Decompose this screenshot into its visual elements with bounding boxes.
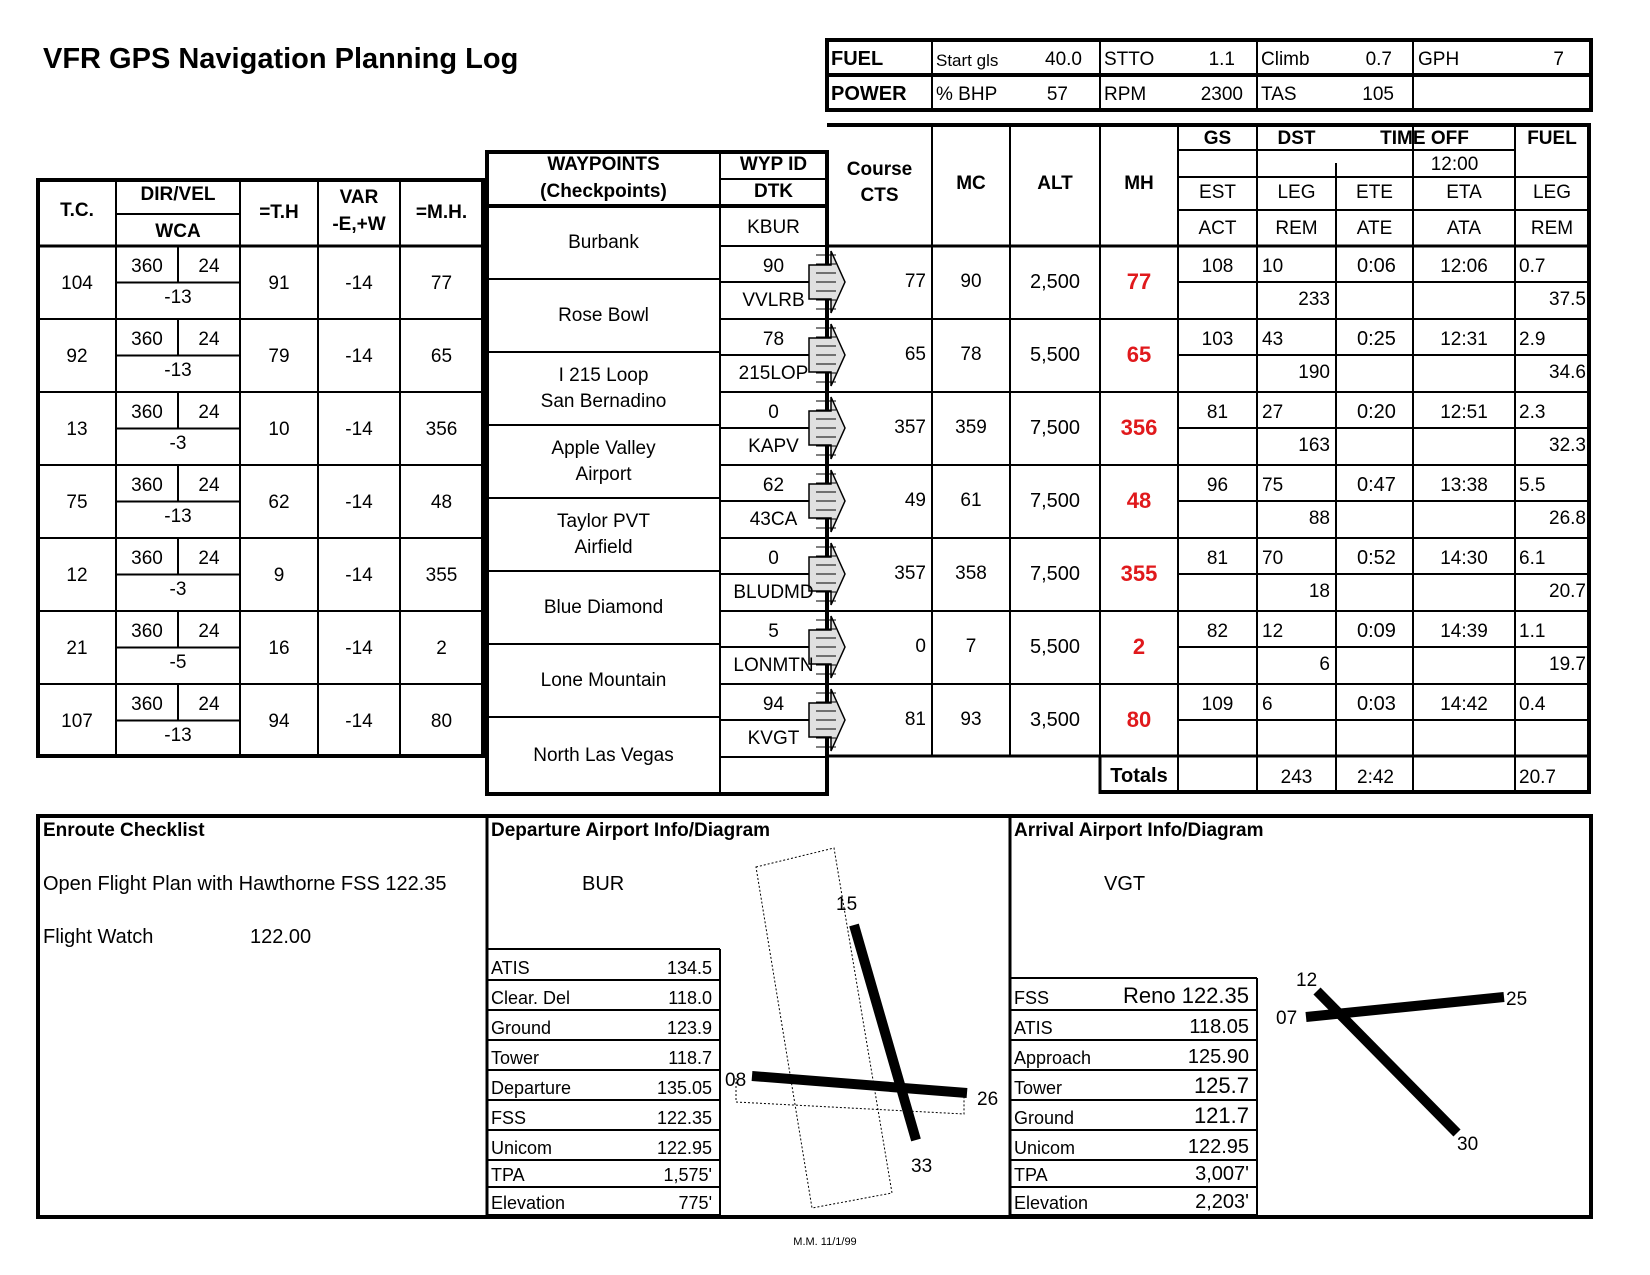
- time-off-header: TIME OFF: [1380, 128, 1469, 149]
- freq-label: ATIS: [1014, 1018, 1053, 1038]
- fuel-leg-cell[interactable]: 6.1: [1519, 548, 1546, 569]
- dtk-cell[interactable]: 0: [768, 548, 779, 569]
- ete-cell[interactable]: 0:25: [1357, 328, 1396, 350]
- fuel-rem-cell[interactable]: 37.5: [1549, 289, 1586, 310]
- mh-cell[interactable]: 80: [430, 710, 453, 732]
- fuel-rem-cell[interactable]: 20.7: [1549, 581, 1586, 602]
- freq-value[interactable]: 122.35: [656, 1108, 712, 1128]
- fuel-leg-cell[interactable]: 1.1: [1519, 621, 1546, 642]
- mc-header: MC: [956, 173, 986, 194]
- waypoint-id[interactable]: BLUDMD: [733, 582, 814, 603]
- departure-title: Departure Airport Info/Diagram: [491, 820, 771, 841]
- mh-cell[interactable]: 355: [425, 564, 458, 586]
- wca-cell[interactable]: -13: [164, 286, 192, 308]
- var-header: VAR: [339, 187, 379, 208]
- mh-cell[interactable]: 2: [436, 637, 447, 659]
- wind-dir-cell[interactable]: 360: [131, 621, 163, 642]
- dst-header: DST: [1277, 128, 1316, 149]
- page-title: VFR GPS Navigation Planning Log: [43, 43, 519, 75]
- dst-rem-cell[interactable]: 88: [1308, 508, 1330, 529]
- alt-cell[interactable]: 7,500: [1029, 417, 1081, 439]
- magnetic-heading-cell[interactable]: 77: [1126, 269, 1152, 294]
- freq-value[interactable]: 121.7: [1193, 1103, 1249, 1128]
- mh-cell[interactable]: 65: [430, 345, 453, 367]
- cts-cell[interactable]: 0: [915, 636, 926, 657]
- stto-label: STTO: [1104, 49, 1155, 70]
- gs-header: GS: [1203, 128, 1232, 149]
- flight-watch-value: 122.00: [250, 926, 312, 948]
- waypoint-id[interactable]: 43CA: [749, 509, 798, 530]
- dtk-cell[interactable]: 78: [762, 329, 785, 350]
- eta-cell[interactable]: 13:38: [1440, 475, 1488, 496]
- wyp-id-header: WYP ID: [739, 154, 808, 175]
- th-header: =T.H: [259, 202, 299, 223]
- freq-value[interactable]: 122.95: [1187, 1136, 1249, 1158]
- dtk-cell[interactable]: 62: [762, 475, 785, 496]
- arrival-code: VGT: [1104, 873, 1146, 895]
- runway-08-label: 08: [725, 1070, 747, 1091]
- fuel-rem-cell[interactable]: 19.7: [1549, 654, 1586, 675]
- wind-dir-cell[interactable]: 360: [131, 548, 163, 569]
- freq-label: Tower: [1014, 1078, 1063, 1098]
- tc-cell[interactable]: 107: [61, 710, 93, 732]
- wca-cell[interactable]: -5: [169, 651, 187, 673]
- runway-33-label: 33: [911, 1156, 933, 1177]
- gs-est-cell[interactable]: 81: [1206, 402, 1229, 423]
- waypoint-name[interactable]: I 215 Loop San Bernadino: [540, 364, 667, 412]
- wind-dir-cell[interactable]: 360: [131, 329, 163, 350]
- fuel-label: FUEL: [831, 48, 884, 70]
- ete-cell[interactable]: 0:47: [1357, 474, 1396, 496]
- waypoints-header: WAYPOINTS: [547, 154, 660, 175]
- waypoint-id[interactable]: KVGT: [747, 728, 800, 749]
- wind-vel-cell[interactable]: 24: [198, 694, 220, 715]
- freq-value[interactable]: 2,203': [1195, 1191, 1249, 1213]
- start-gls-label: Start gls: [936, 51, 999, 70]
- dtk-cell[interactable]: 0: [768, 402, 779, 423]
- mh-header: =M.H.: [415, 202, 468, 223]
- freq-value[interactable]: 118.05: [1189, 1016, 1249, 1038]
- departure-code: BUR: [582, 873, 625, 895]
- ete-cell[interactable]: 0:06: [1357, 255, 1396, 277]
- course-header: Course: [846, 159, 913, 180]
- dst-rem-cell[interactable]: 233: [1298, 289, 1330, 310]
- mh-cell[interactable]: 77: [430, 272, 453, 294]
- fuel-rem-cell[interactable]: 26.8: [1549, 508, 1586, 529]
- gs-est-cell[interactable]: 81: [1206, 548, 1229, 569]
- act-header: ACT: [1198, 218, 1237, 239]
- wca-cell[interactable]: -13: [164, 359, 192, 381]
- freq-label: TPA: [1014, 1165, 1048, 1185]
- rem-header: REM: [1275, 218, 1318, 239]
- runway-12-label: 12: [1296, 970, 1318, 991]
- mc-cell[interactable]: 7: [965, 636, 977, 657]
- wca-cell[interactable]: -13: [164, 724, 192, 746]
- waypoint-name[interactable]: North Las Vegas: [533, 744, 674, 766]
- dtk-cell[interactable]: 5: [768, 621, 779, 642]
- open-flight-plan-note: Open Flight Plan with Hawthorne FSS 122.35: [43, 873, 447, 895]
- th-cell[interactable]: 79: [268, 345, 290, 367]
- th-cell[interactable]: 91: [268, 272, 290, 294]
- wca-cell[interactable]: -3: [169, 578, 187, 600]
- gs-est-cell[interactable]: 108: [1201, 256, 1234, 277]
- wind-vel-cell[interactable]: 24: [198, 621, 220, 642]
- runway-07-label: 07: [1276, 1008, 1298, 1029]
- freq-label: ATIS: [491, 958, 530, 978]
- eta-header: ETA: [1446, 182, 1482, 203]
- flight-watch-label: Flight Watch: [43, 926, 154, 948]
- runway-25-label: 25: [1506, 989, 1528, 1010]
- dst-rem-cell[interactable]: 190: [1298, 362, 1330, 383]
- gs-est-cell[interactable]: 103: [1201, 329, 1234, 350]
- time-off-value[interactable]: 12:00: [1430, 154, 1479, 175]
- est-header: EST: [1199, 182, 1236, 203]
- magnetic-heading-cell[interactable]: 65: [1126, 342, 1152, 367]
- freq-label: Unicom: [491, 1138, 553, 1158]
- var-cell[interactable]: -14: [345, 710, 373, 732]
- freq-value[interactable]: 134.5: [666, 958, 712, 978]
- eta-cell[interactable]: 12:51: [1440, 402, 1488, 423]
- totals-ete: 2:42: [1357, 767, 1394, 788]
- fuel-rem-header: REM: [1530, 218, 1574, 239]
- cts-header: CTS: [860, 185, 899, 206]
- waypoint-name[interactable]: Burbank: [568, 231, 639, 253]
- freq-label: Clear. Del: [491, 988, 571, 1008]
- wind-dir-cell[interactable]: 360: [131, 475, 163, 496]
- magnetic-heading-cell[interactable]: 80: [1126, 707, 1152, 732]
- mc-cell[interactable]: 78: [960, 344, 982, 365]
- wind-dir-cell[interactable]: 360: [131, 694, 163, 715]
- tc-cell[interactable]: 75: [66, 491, 88, 513]
- mh-right-header: MH: [1124, 173, 1154, 194]
- waypoint-name[interactable]: Lone Mountain: [540, 669, 667, 691]
- waypoint-id[interactable]: LONMTN: [733, 655, 814, 676]
- dst-leg-cell[interactable]: 12: [1262, 621, 1284, 642]
- wind-dir-cell[interactable]: 360: [131, 256, 163, 277]
- runway-15-label: 15: [836, 894, 858, 915]
- fuel-leg-cell[interactable]: 0.4: [1519, 694, 1546, 715]
- waypoint-id[interactable]: KAPV: [748, 436, 799, 457]
- alt-cell[interactable]: 7,500: [1029, 563, 1081, 585]
- dst-rem-cell[interactable]: 163: [1298, 435, 1330, 456]
- eta-cell[interactable]: 14:39: [1440, 621, 1488, 642]
- wca-cell[interactable]: -3: [169, 432, 187, 454]
- dst-rem-cell[interactable]: 6: [1319, 654, 1330, 675]
- freq-label: FSS: [1014, 988, 1050, 1008]
- tc-cell[interactable]: 12: [66, 564, 88, 586]
- fuel-rem-cell[interactable]: 34.6: [1549, 362, 1586, 383]
- totals-label: Totals: [1110, 765, 1168, 787]
- freq-label: FSS: [491, 1108, 527, 1128]
- magnetic-heading-cell[interactable]: 356: [1120, 415, 1158, 440]
- mc-cell[interactable]: 358: [955, 563, 987, 584]
- gs-est-cell[interactable]: 109: [1201, 694, 1234, 715]
- leg-header: LEG: [1277, 182, 1316, 203]
- fuel-rem-cell[interactable]: 32.3: [1549, 435, 1586, 456]
- freq-label: Ground: [1014, 1108, 1075, 1128]
- dst-leg-cell[interactable]: 70: [1262, 548, 1284, 569]
- wca-cell[interactable]: -13: [164, 505, 192, 527]
- freq-label: Ground: [491, 1018, 552, 1038]
- freq-label: Approach: [1014, 1048, 1092, 1068]
- wind-dir-cell[interactable]: 360: [131, 402, 163, 423]
- alt-cell[interactable]: 7,500: [1029, 490, 1081, 512]
- freq-value[interactable]: 118.0: [668, 988, 712, 1008]
- wca-header: WCA: [155, 221, 201, 242]
- enroute-checklist-title: Enroute Checklist: [43, 820, 205, 841]
- wind-vel-cell[interactable]: 24: [198, 256, 220, 277]
- gph-label: GPH: [1418, 49, 1460, 70]
- waypoint-id[interactable]: 215LOP: [738, 363, 809, 384]
- alt-cell[interactable]: 5,500: [1029, 344, 1081, 366]
- th-cell[interactable]: 9: [273, 564, 285, 586]
- waypoint-name[interactable]: Apple Valley Airport: [551, 437, 656, 485]
- tc-cell[interactable]: 21: [66, 637, 88, 659]
- freq-value[interactable]: 125.90: [1187, 1046, 1249, 1068]
- wind-vel-cell[interactable]: 24: [198, 329, 220, 350]
- tas-label: TAS: [1261, 84, 1297, 105]
- freq-label: Elevation: [491, 1193, 566, 1213]
- th-cell[interactable]: 16: [268, 637, 290, 659]
- mh-cell[interactable]: 48: [430, 491, 453, 513]
- totals-fuel: 20.7: [1519, 767, 1556, 788]
- var-cell[interactable]: -14: [345, 564, 373, 586]
- footer-credit: M.M. 11/1/99: [793, 1236, 857, 1248]
- dst-leg-cell[interactable]: 10: [1262, 256, 1284, 277]
- freq-label: TPA: [491, 1165, 525, 1185]
- ete-cell[interactable]: 0:20: [1357, 401, 1396, 423]
- ete-cell[interactable]: 0:52: [1357, 547, 1396, 569]
- th-cell[interactable]: 10: [268, 418, 290, 440]
- freq-value[interactable]: 123.9: [666, 1018, 712, 1038]
- waypoint-id[interactable]: KBUR: [747, 217, 800, 238]
- dst-leg-cell[interactable]: 27: [1262, 402, 1284, 423]
- tc-header: T.C.: [60, 200, 94, 221]
- fuel-leg-cell[interactable]: 5.5: [1519, 475, 1546, 496]
- alt-header: ALT: [1037, 173, 1073, 194]
- rpm-value[interactable]: 2300: [1200, 84, 1243, 105]
- cts-cell[interactable]: 357: [894, 563, 926, 584]
- start-gls-value[interactable]: 40.0: [1045, 49, 1082, 70]
- var-cell[interactable]: -14: [345, 272, 373, 294]
- cts-cell[interactable]: 357: [894, 417, 926, 438]
- wind-vel-cell[interactable]: 24: [198, 402, 220, 423]
- tc-cell[interactable]: 92: [66, 345, 88, 367]
- mc-cell[interactable]: 61: [960, 490, 982, 511]
- cts-cell[interactable]: 65: [904, 344, 926, 365]
- climb-label: Climb: [1261, 49, 1310, 70]
- alt-cell[interactable]: 3,500: [1029, 709, 1081, 731]
- freq-label: Departure: [491, 1078, 572, 1098]
- mc-cell[interactable]: 90: [960, 271, 982, 292]
- dst-leg-cell[interactable]: 75: [1262, 475, 1284, 496]
- gs-est-cell[interactable]: 96: [1206, 475, 1229, 496]
- climb-value[interactable]: 0.7: [1365, 49, 1392, 70]
- ete-cell[interactable]: 0:03: [1357, 693, 1396, 715]
- freq-value[interactable]: 125.7: [1193, 1073, 1249, 1098]
- var-cell[interactable]: -14: [345, 637, 373, 659]
- ete-cell[interactable]: 0:09: [1357, 620, 1396, 642]
- eta-cell[interactable]: 12:06: [1440, 256, 1488, 277]
- stto-value[interactable]: 1.1: [1208, 49, 1235, 70]
- dtk-cell[interactable]: 90: [762, 256, 785, 277]
- tc-cell[interactable]: 104: [61, 272, 93, 294]
- eta-cell[interactable]: 14:30: [1440, 548, 1488, 569]
- ete-header: ETE: [1356, 182, 1393, 203]
- dtk-cell[interactable]: 94: [762, 694, 785, 715]
- arrival-airport-diagram: [1306, 991, 1504, 1133]
- magnetic-heading-cell[interactable]: 355: [1120, 561, 1158, 586]
- waypoint-id[interactable]: VVLRB: [742, 290, 805, 311]
- freq-value[interactable]: 775': [678, 1193, 712, 1213]
- checkpoints-header: (Checkpoints): [540, 181, 667, 202]
- tc-cell[interactable]: 13: [66, 418, 88, 440]
- wind-vel-cell[interactable]: 24: [198, 548, 220, 569]
- mc-cell[interactable]: 93: [960, 709, 982, 730]
- runway-30-label: 30: [1457, 1134, 1479, 1155]
- bhp-label: % BHP: [936, 84, 998, 105]
- mc-cell[interactable]: 359: [955, 417, 987, 438]
- ate-header: ATE: [1356, 218, 1393, 239]
- var-sign-header: -E,+W: [332, 214, 386, 235]
- freq-value[interactable]: 135.05: [656, 1078, 712, 1098]
- power-label: POWER: [831, 83, 907, 105]
- fuel-leg-cell[interactable]: 2.3: [1519, 402, 1546, 423]
- freq-label: Elevation: [1014, 1193, 1089, 1213]
- dirvel-header: DIR/VEL: [140, 184, 216, 205]
- alt-cell[interactable]: 2,500: [1029, 271, 1081, 293]
- cts-cell[interactable]: 77: [904, 271, 926, 292]
- fuel-leg-cell[interactable]: 2.9: [1519, 329, 1546, 350]
- gph-value[interactable]: 7: [1553, 49, 1564, 70]
- freq-label: Unicom: [1014, 1138, 1076, 1158]
- var-cell[interactable]: -14: [345, 345, 373, 367]
- fuel-header: FUEL: [1527, 128, 1577, 149]
- eta-cell[interactable]: 14:42: [1440, 694, 1488, 715]
- totals-dst: 243: [1280, 767, 1313, 788]
- var-cell[interactable]: -14: [345, 491, 373, 513]
- freq-label: Tower: [491, 1048, 540, 1068]
- magnetic-heading-cell[interactable]: 2: [1132, 634, 1146, 659]
- dst-leg-cell[interactable]: 43: [1262, 329, 1284, 350]
- waypoint-name[interactable]: Taylor PVT Airfield: [557, 510, 650, 558]
- arrival-title: Arrival Airport Info/Diagram: [1014, 820, 1264, 841]
- var-cell[interactable]: -14: [345, 418, 373, 440]
- rpm-label: RPM: [1104, 84, 1147, 105]
- fuel-leg-header: LEG: [1532, 182, 1572, 203]
- freq-value[interactable]: 1,575': [663, 1165, 712, 1185]
- freq-value[interactable]: 3,007': [1195, 1163, 1249, 1185]
- waypoint-name[interactable]: Blue Diamond: [543, 596, 664, 618]
- dst-leg-cell[interactable]: 6: [1262, 694, 1273, 715]
- ata-header: ATA: [1446, 218, 1482, 239]
- mh-cell[interactable]: 356: [425, 418, 458, 440]
- runway-26-label: 26: [977, 1089, 999, 1110]
- freq-value[interactable]: 122.95: [656, 1138, 712, 1158]
- magnetic-heading-cell[interactable]: 48: [1126, 488, 1152, 513]
- alt-cell[interactable]: 5,500: [1029, 636, 1081, 658]
- wind-vel-cell[interactable]: 24: [198, 475, 220, 496]
- th-cell[interactable]: 62: [268, 491, 290, 513]
- freq-value[interactable]: Reno 122.35: [1123, 983, 1249, 1008]
- waypoint-name[interactable]: Rose Bowl: [558, 304, 649, 326]
- dst-rem-cell[interactable]: 18: [1308, 581, 1330, 602]
- dtk-header: DTK: [753, 181, 794, 202]
- tas-value[interactable]: 105: [1362, 84, 1394, 105]
- cts-cell[interactable]: 49: [904, 490, 926, 511]
- gs-est-cell[interactable]: 82: [1206, 621, 1229, 642]
- freq-value[interactable]: 118.7: [668, 1048, 712, 1068]
- th-cell[interactable]: 94: [268, 710, 290, 732]
- cts-cell[interactable]: 81: [904, 709, 926, 730]
- fuel-leg-cell[interactable]: 0.7: [1519, 256, 1546, 277]
- bhp-value[interactable]: 57: [1046, 84, 1068, 105]
- eta-cell[interactable]: 12:31: [1440, 329, 1488, 350]
